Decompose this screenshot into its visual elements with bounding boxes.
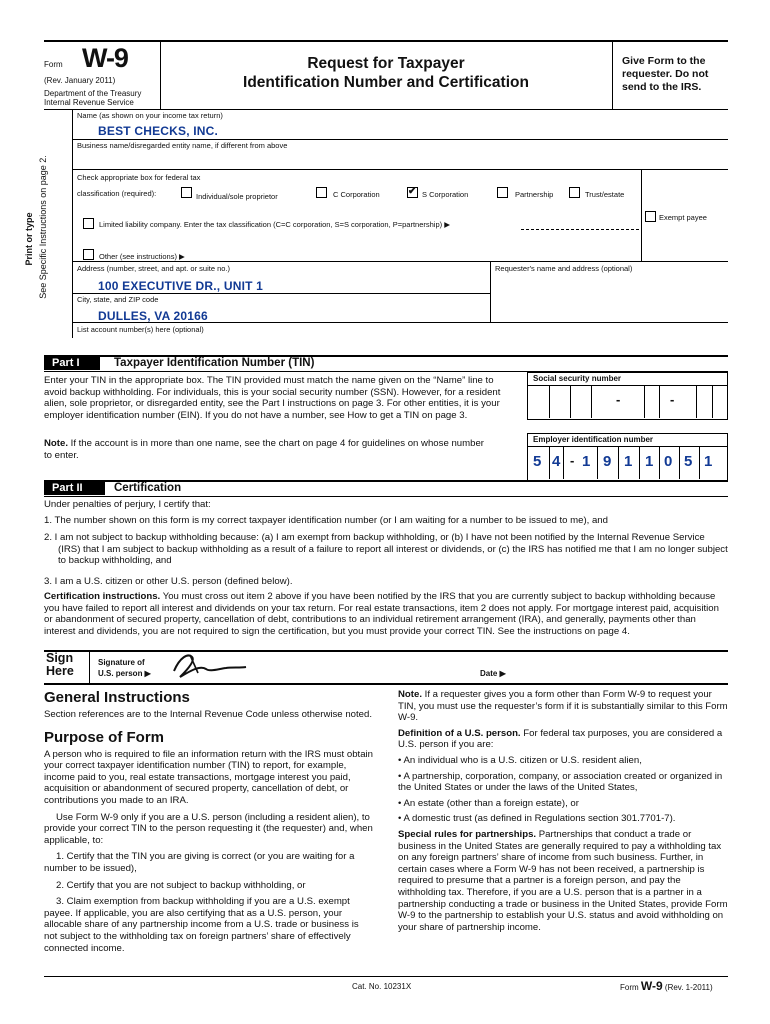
cert-instructions: [44, 591, 728, 637]
llc-checkbox[interactable]: [83, 218, 94, 229]
bullet-item: • An individual who is a U.S. citizen or U.S. resident alien,: [398, 754, 642, 766]
ssn-dash: -: [616, 392, 621, 407]
note-bold: Note.: [44, 438, 68, 449]
ein-field[interactable]: [527, 447, 728, 481]
purpose-paragraph: 2. Certify that you are not subject to backup withholding, or: [56, 879, 306, 891]
ssn-box: [696, 386, 713, 418]
business-name-label: Business name/disregarded entity name, if different from above: [77, 141, 288, 150]
other-label: Other (see instructions) ▶: [99, 252, 185, 261]
individual-label: Individual/sole proprietor: [196, 192, 278, 201]
footer-form: [620, 979, 713, 993]
title-line1: Request for Taxpayer: [307, 55, 465, 72]
right-column: [398, 689, 728, 933]
print-or-type: Print or type: [24, 212, 34, 266]
give-form-note: Give Form to the requester. Do not send to the IRS.: [622, 55, 709, 93]
footer-form-number: W-9: [640, 979, 663, 993]
perjury-intro: Under penalties of perjury, I certify that:: [44, 499, 211, 510]
special-text: Partnerships that conduct a trade or business in the United States are generally required to pay a withholding tax on any foreign partners’ share of income from such business. Further, in certain cases where a Form W-9 has not been received, a partnership is required to presume that a partner is a foreign person, and pay the withholding tax. Therefore, if you are a U.S. person that is a partner in a partnership conducting a trade or business in the United States, provide Form W-9 to the partnership to establish your U.S. status and avoid withholding on your share of partnership income.: [398, 828, 728, 933]
classification-label: classification (required):: [77, 189, 157, 198]
us-person: U.S. person ▶: [98, 669, 151, 678]
general-heading: General Instructions: [44, 689, 190, 706]
right-note-bold: Note.: [398, 689, 422, 700]
address-field[interactable]: 100 EXECUTIVE DR., UNIT 1: [98, 279, 264, 293]
general-intro: Section references are to the Internal Revenue Code unless otherwise noted.: [44, 709, 372, 720]
see-specific-instructions: See Specific Instructions on page 2.: [38, 155, 48, 299]
ein-digit: 1: [582, 453, 591, 470]
bullet-item: • A partnership, corporation, company, or association created or organized in the United States or under the laws of the United States,: [398, 770, 723, 794]
city-field[interactable]: DULLES, VA 20166: [98, 309, 208, 323]
catalog-number: Cat. No. 10231X: [352, 982, 412, 991]
ein-digit: 0: [664, 453, 673, 470]
part1-title: Taxpayer Identification Number (TIN): [114, 357, 315, 369]
ein-digit: 4: [552, 453, 561, 470]
account-field[interactable]: [72, 336, 728, 354]
trust-estate-label: Trust/estate: [585, 190, 625, 199]
ein-dash: -: [570, 453, 575, 468]
form-label: Form: [44, 60, 63, 69]
llc-classification-line[interactable]: [521, 229, 639, 230]
part1-text: Enter your TIN in the appropriate box. The TIN provided must match the name given on the “Name” line to avoid backup withholding. For individuals, this is your social security number (SSN). However, for a resident alien, sole proprietor, or disregarded entity, see the Part I instructions on page 3. For other entities, it is your employer identification number (EIN). If you do not have a number, see How to get a TIN on page 3.: [44, 375, 501, 421]
ein-digit: 9: [603, 453, 612, 470]
account-label: List account number(s) here (optional): [77, 325, 204, 334]
ein-digit: 5: [533, 453, 542, 470]
ein-digit: 5: [684, 453, 693, 470]
sign-label: [46, 652, 74, 678]
ein-digit: 1: [704, 453, 713, 470]
purpose-paragraph: Use Form W-9 only if you are a U.S. person (including a resident alien), to provide your correct TIN to the person requesting it (the requester) and, when applicable, to:: [44, 811, 373, 846]
ein-digit: 1: [624, 453, 633, 470]
date-field[interactable]: [515, 660, 725, 682]
signature-field[interactable]: [170, 651, 470, 683]
right-note-text: If a requester gives you a form other than Form W-9 to request your TIN, you must use the requester’s form if it is substantially similar to this Form W-9.: [398, 689, 728, 724]
special-bold: Special rules for partnerships.: [398, 828, 537, 840]
title-line2: Identification Number and Certification: [243, 74, 529, 91]
revision: (Rev. January 2011): [44, 76, 116, 85]
bullet-item: • An estate (other than a foreign estate), or: [398, 797, 579, 809]
ssn-box: [680, 386, 697, 418]
sign-word: Sign: [46, 651, 74, 665]
cert-item3: 3. I am a U.S. citizen or other U.S. person (defined below).: [44, 576, 293, 587]
part1-note: [44, 438, 484, 461]
ssn-label: Social security number: [527, 372, 728, 386]
signature-mark: [170, 651, 250, 681]
part2-label: Part II: [44, 481, 105, 495]
ssn-dash: -: [670, 392, 675, 407]
general-instructions: [44, 689, 374, 954]
ssn-field[interactable]: [527, 386, 728, 420]
checkmark-icon: ✔: [408, 186, 417, 197]
special-rules-paragraph: [398, 829, 728, 933]
s-corporation-checkbox[interactable]: [407, 187, 418, 198]
city-label: City, state, and ZIP code: [77, 295, 159, 304]
ssn-box: [644, 386, 660, 418]
note-paragraph: [398, 689, 728, 724]
purpose-paragraph: 1. Certify that the TIN you are giving is correct (or you are waiting for a number to be issued),: [44, 851, 355, 874]
ssn-box: [570, 386, 592, 418]
note-text: If the account is in more than one name, see the chart on page 4 for guidelines on whose number to enter.: [44, 438, 484, 461]
department: Department of the Treasury: [44, 89, 142, 98]
here-word: Here: [46, 664, 74, 678]
name-label: Name (as shown on your income tax return): [77, 111, 223, 120]
exempt-payee-checkbox[interactable]: [645, 211, 656, 222]
definition-paragraph: [398, 728, 728, 751]
c-corporation-label: C Corporation: [333, 190, 380, 199]
check-box-label: Check appropriate box for federal tax: [77, 173, 201, 182]
form-number: W-9: [82, 43, 128, 73]
ssn-box: [628, 386, 645, 418]
partnership-checkbox[interactable]: [497, 187, 508, 198]
address-label: Address (number, street, and apt. or suite no.): [77, 264, 230, 273]
cert-bold: Certification instructions.: [44, 591, 161, 602]
signature-label: [98, 657, 151, 679]
date-label: Date ▶: [480, 669, 506, 678]
signature-of: Signature of: [98, 658, 145, 667]
cert-item2: 2. I am not subject to backup withholding because: (a) I am exempt from backup withholding, or (b) I have not been notified by the Internal Revenue Service (IRS) that I am subject to backup withholding as a result of a failure to report all interest or dividends, or (c) the IRS has notified me that I am no longer subject to backup withholding, and: [44, 532, 728, 567]
purpose-paragraph: 3. Claim exemption from backup withholding if you are a U.S. exempt payee. If applicable, you are also certifying that as a U.S. person, your allocable share of any partnership income from a U.S. trade or business is not subject to the withholding tax on foreign partners’ share of effectively connected income.: [44, 896, 359, 954]
requester-field[interactable]: [490, 275, 728, 321]
trust-estate-checkbox[interactable]: [569, 187, 580, 198]
cert-text: You must cross out item 2 above if you have been notified by the IRS that you are currently subject to backup withholding because you have failed to report all interest and dividends on your tax return. For real estate transactions, item 2 does not apply. For mortgage interest paid, acquisition or abandonment of secured property, cancellation of debt, contributions to an individual retirement arrangement (IRA), and generally, payments other than interest and dividends, you are not required to sign the certification, but you must provide your correct TIN. See the instructions on page 4.: [44, 591, 719, 637]
name-field[interactable]: BEST CHECKS, INC.: [98, 124, 219, 138]
footer-revision: (Rev. 1-2011): [664, 983, 713, 992]
llc-label: Limited liability company. Enter the tax classification (C=C corporation, S=S corporation, P=partnership) ▶: [99, 220, 450, 229]
ein-label: Employer identification number: [527, 433, 728, 447]
cert-item1: 1. The number shown on this form is my correct taxpayer identification number (or I am waiting for a number to be issued to me), and: [44, 515, 608, 526]
ssn-box: [549, 386, 571, 418]
purpose-paragraph: A person who is required to file an information return with the IRS must obtain your correct taxpayer identification number (TIN) to report, for example, income paid to you, real estate transactions, mortgage interest you paid, acquisition or abandonment of secured property, cancellation of debt, or contributions you made to an IRA.: [44, 748, 374, 806]
part1-label: Part I: [44, 356, 100, 370]
ein-digit: 1: [645, 453, 654, 470]
s-corporation-label: S Corporation: [422, 190, 469, 199]
partnership-label: Partnership: [515, 190, 554, 199]
other-checkbox[interactable]: [83, 249, 94, 260]
c-corporation-checkbox[interactable]: [316, 187, 327, 198]
bullet-item: • A domestic trust (as defined in Regulations section 301.7701-7).: [398, 813, 676, 825]
ssn-box: [528, 386, 550, 418]
requester-label: Requester's name and address (optional): [495, 264, 633, 273]
purpose-heading: Purpose of Form: [44, 728, 165, 746]
footer-form-label: Form: [620, 983, 639, 992]
exempt-payee-label: Exempt payee: [659, 213, 707, 222]
part2-title: Certification: [114, 482, 182, 494]
irs-label: Internal Revenue Service: [44, 98, 134, 107]
definition-text: For federal tax purposes, you are considered a U.S. person if you are:: [398, 727, 723, 751]
definition-bold: Definition of a U.S. person.: [398, 727, 521, 739]
individual-checkbox[interactable]: [181, 187, 192, 198]
